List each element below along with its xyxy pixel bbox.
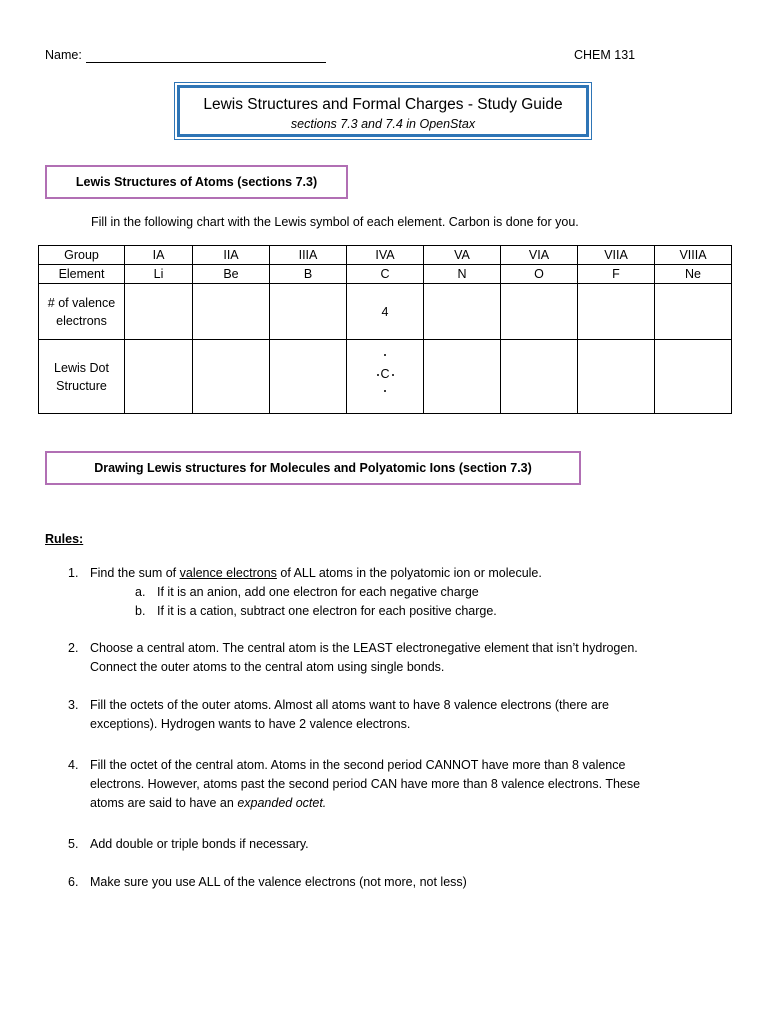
rule-text: atoms are said to have an — [90, 796, 238, 810]
rule-number: 2. — [68, 641, 79, 655]
section-heading-molecules-text: Drawing Lewis structures for Molecules and Polyatomic Ions (section 7.3) — [94, 461, 532, 475]
rule-text: electrons. However, atoms past the second period CAN have more than 8 valence electrons. These — [90, 777, 641, 791]
cell-group: VA — [424, 246, 501, 265]
cell-lewis[interactable] — [578, 340, 655, 414]
document-subtitle: sections 7.3 and 7.4 in OpenStax — [290, 117, 476, 131]
cell-element: Ne — [655, 265, 732, 284]
rule-text: Connect the outer atoms to the central atom using single bonds. — [90, 660, 445, 674]
rule-item — [68, 756, 728, 813]
cell-valence[interactable] — [501, 284, 578, 340]
cell-element: N — [424, 265, 501, 284]
cell-element: F — [578, 265, 655, 284]
title-box-inner — [177, 85, 589, 137]
chart-instruction: Fill in the following chart with the Lewis symbol of each element. Carbon is done for you. — [91, 215, 579, 229]
rule-text: Fill the octet of the central atom. Atoms in the second period CANNOT have more than 8 valence — [90, 758, 626, 772]
cell-lewis[interactable] — [193, 340, 270, 414]
rule-text: exceptions). Hydrogen wants to have 2 valence electrons. — [90, 717, 411, 731]
rule-item — [68, 835, 728, 854]
table-row-lewis — [39, 340, 732, 414]
rule-item — [68, 564, 728, 583]
cell-element: Be — [193, 265, 270, 284]
rule-text: Find the sum of — [90, 566, 180, 580]
cell-lewis — [347, 340, 424, 414]
cell-lewis[interactable] — [501, 340, 578, 414]
cell-lewis[interactable] — [424, 340, 501, 414]
rule-text: Choose a central atom. The central atom is the LEAST electronegative element that isn’t hydrogen. — [90, 641, 638, 655]
subitem-text: If it is a cation, subtract one electron for each positive charge. — [157, 604, 497, 618]
rule-number: 3. — [68, 698, 79, 712]
row-label-group: Group — [39, 246, 125, 265]
rule-number: 6. — [68, 875, 79, 889]
cell-group: IVA — [347, 246, 424, 265]
cell-element: Li — [125, 265, 193, 284]
subitem-letter: b. — [135, 604, 146, 618]
course-code: CHEM 131 — [574, 48, 636, 62]
row-label-valence: # of valence electrons — [39, 284, 125, 340]
electron-dot — [384, 390, 386, 392]
cell-element: O — [501, 265, 578, 284]
rules-heading-text: Rules — [45, 532, 80, 546]
table-row-group — [39, 246, 732, 265]
cell-valence[interactable] — [270, 284, 347, 340]
section-heading-atoms-text: Lewis Structures of Atoms (sections 7.3) — [75, 175, 318, 189]
cell-valence[interactable] — [125, 284, 193, 340]
subitem-text: If it is an anion, add one electron for each negative charge — [157, 585, 479, 599]
rule-text-italic: expanded octet. — [237, 796, 327, 810]
cell-group: VIIIA — [655, 246, 732, 265]
rule-item — [68, 696, 728, 734]
cell-lewis[interactable] — [655, 340, 732, 414]
electron-dot — [392, 374, 394, 376]
table-row-valence — [39, 284, 732, 340]
carbon-lewis-symbol — [375, 354, 395, 394]
cell-lewis[interactable] — [125, 340, 193, 414]
rule-text-underlined: valence electrons — [179, 566, 277, 580]
rule-subitem — [135, 602, 497, 621]
rule-text: Make sure you use ALL of the valence electrons (not more, not less) — [90, 875, 467, 889]
lewis-symbol-table — [38, 245, 732, 414]
cell-group: IIIA — [270, 246, 347, 265]
rules-heading-colon: : — [79, 532, 84, 546]
rule-item — [68, 639, 728, 677]
cell-group: VIA — [501, 246, 578, 265]
subitem-letter: a. — [135, 585, 146, 599]
document-title: Lewis Structures and Formal Charges - Study Guide — [203, 96, 563, 113]
table-row-element — [39, 265, 732, 284]
rule-number: 4. — [68, 758, 79, 772]
cell-element: C — [347, 265, 424, 284]
cell-group: IIA — [193, 246, 270, 265]
cell-element: B — [270, 265, 347, 284]
cell-valence[interactable] — [578, 284, 655, 340]
rule-text: Fill the octets of the outer atoms. Almost all atoms want to have 8 valence electrons (there are — [90, 698, 610, 712]
rule-text: of ALL atoms in the polyatomic ion or molecule. — [276, 566, 542, 580]
name-blank-line[interactable] — [86, 62, 326, 63]
electron-dot — [384, 354, 386, 356]
cell-valence[interactable] — [655, 284, 732, 340]
name-label: Name: — [45, 48, 82, 62]
cell-group: IA — [125, 246, 193, 265]
rule-subitem — [135, 583, 479, 602]
rule-number: 5. — [68, 837, 79, 851]
cell-lewis[interactable] — [270, 340, 347, 414]
rules-heading — [45, 532, 83, 546]
row-label-element: Element — [39, 265, 125, 284]
rule-item — [68, 873, 728, 892]
rule-text: Add double or triple bonds if necessary. — [90, 837, 309, 851]
cell-valence[interactable] — [424, 284, 501, 340]
cell-valence: 4 — [347, 284, 424, 340]
cell-valence[interactable] — [193, 284, 270, 340]
section-heading-atoms — [45, 165, 348, 199]
lewis-element-symbol: C — [380, 367, 390, 381]
title-box — [174, 82, 592, 140]
row-label-lewis: Lewis Dot Structure — [39, 340, 125, 414]
section-heading-molecules — [45, 451, 581, 485]
cell-group: VIIA — [578, 246, 655, 265]
rule-number: 1. — [68, 566, 79, 580]
